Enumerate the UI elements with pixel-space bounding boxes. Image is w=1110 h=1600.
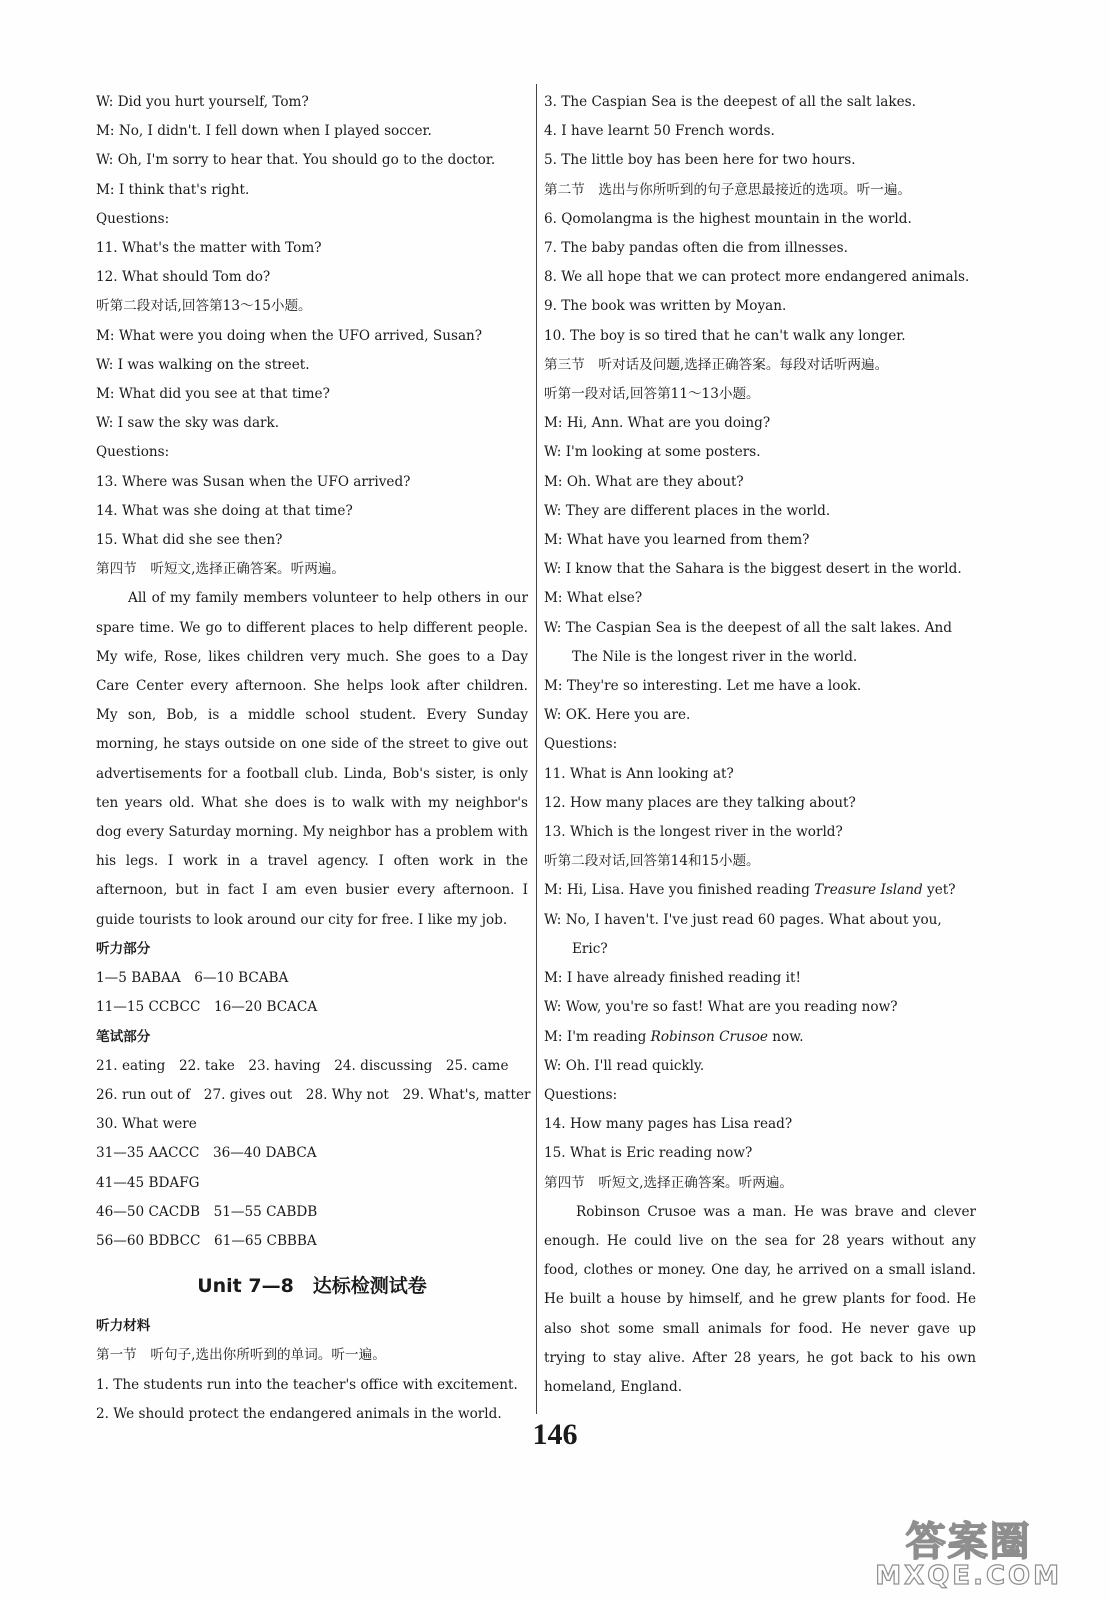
section-heading: 第四节 听短文,选择正确答案。听两遍。 [96, 561, 346, 578]
dialog-line: M: Hi, Ann. What are you doing? [544, 415, 771, 432]
dialog-heading: 听第二段对话,回答第14和15小题。 [544, 853, 760, 870]
book-title: Robinson Crusoe [650, 1028, 768, 1045]
sentence-item: 7. The baby pandas often die from illnesses. [544, 240, 848, 257]
dialog-line: M: What have you learned from them? [544, 532, 810, 549]
passage-paragraph: Robinson Crusoe was a man. He was brave and clever enough. He could live on the sea for 28 years without any food, clothes or money. One day, he arrived on a small island. He built a house by himself, and he grew plants for food. He also shot some small animals for food. He never gave up trying to stay alive. After 28 years, he got back to his own homeland, England. [544, 1203, 976, 1395]
dialog-line: W: The Caspian Sea is the deepest of all the salt lakes. And The Nile is the longest river in the world. [544, 619, 952, 665]
section-heading: 第一节 听句子,选出你所听到的单词。听一遍。 [96, 1347, 386, 1364]
dialog-line [544, 876, 976, 905]
watermark-logo: 答案圈 [905, 1519, 1032, 1565]
written-heading: 笔试部分 [96, 1028, 151, 1045]
sentence-item: 4. I have learnt 50 French words. [544, 123, 775, 140]
answer-line: 26. run out of 27. gives out 28. Why not 29. What's, matter [96, 1086, 531, 1103]
question-item: 13. Which is the longest river in the world? [544, 824, 843, 841]
dialog-heading: 听第一段对话,回答第11～13小题。 [544, 386, 760, 403]
sentence-item: 5. The little boy has been here for two hours. [544, 152, 856, 169]
answer-line: 31—35 AACCC 36—40 DABCA [96, 1145, 317, 1162]
section-heading: 第四节 听短文,选择正确答案。听两遍。 [544, 1174, 794, 1191]
dialog-line: W: Oh, I'm sorry to hear that. You should go to the doctor. [96, 152, 496, 169]
question-item: 15. What did she see then? [96, 532, 283, 549]
watermark [875, 1510, 1062, 1591]
dialog-line: M: I have already finished reading it! [544, 970, 801, 987]
page-number: 146 [532, 1418, 578, 1451]
question-item: 14. What was she doing at that time? [96, 502, 353, 519]
question-item: 11. What is Ann looking at? [544, 765, 734, 782]
dialog-line: M: What else? [544, 590, 643, 607]
sentence-item: 6. Qomolangma is the highest mountain in the world. [544, 210, 912, 227]
answer-line: 11—15 CCBCC 16—20 BCACA [96, 999, 318, 1016]
dialog-line: W: Oh. I'll read quickly. [544, 1057, 705, 1074]
left-column [96, 88, 531, 1429]
dialog-line: M: What were you doing when the UFO arrived, Susan? [96, 327, 483, 344]
sentence-item: 1. The students run into the teacher's office with excitement. [96, 1376, 518, 1393]
dialog-line: W: They are different places in the world. [544, 502, 831, 519]
question-item: 12. What should Tom do? [96, 269, 271, 286]
question-item: 14. How many pages has Lisa read? [544, 1116, 793, 1133]
dialog-line: W: Did you hurt yourself, Tom? [96, 94, 309, 110]
dialog-line: M: No, I didn't. I fell down when I played soccer. [96, 123, 432, 140]
sentence-item: 10. The boy is so tired that he can't walk any longer. [544, 327, 906, 344]
dialog-text: now. [767, 1028, 804, 1045]
question-item: 15. What is Eric reading now? [544, 1145, 753, 1162]
right-column [544, 88, 976, 1402]
listening-heading: 听力部分 [96, 940, 151, 957]
questions-label: Questions: [96, 210, 170, 227]
sentence-item: 2. We should protect the endangered animals in the world. [96, 1405, 502, 1422]
dialog-line: W: No, I haven't. I've just read 60 pages. What about you, Eric? [544, 911, 942, 957]
questions-label: Questions: [544, 1086, 618, 1103]
dialog-line: M: I think that's right. [96, 181, 250, 198]
question-item: 11. What's the matter with Tom? [96, 240, 322, 257]
answer-line: 56—60 BDBCC 61—65 CBBBA [96, 1232, 317, 1249]
section-heading: 第三节 听对话及问题,选择正确答案。每段对话听两遍。 [544, 356, 889, 373]
passage-paragraph: All of my family members volunteer to help others in our spare time. We go to different places to help different people. My wife, Rose, likes children very much. She goes to a Day Care Center every afternoon. She helps look after children. My son, Bob, is a middle school student. Every Sunday morning, he stays outside on one side of the street to give out advertisements for a football club. Linda, Bob's sister, is only ten years old. What she does is to walk with my neighbor's dog every Saturday morning. My neighbor has a problem with his legs. I work in a travel agency. I often work in the afternoon, but in fact I am even busier every afternoon. I guide tourists to look around our city for free. I like my job. [96, 590, 528, 928]
dialog-line: W: I saw the sky was dark. [96, 415, 280, 432]
dialog-line: M: They're so interesting. Let me have a look. [544, 678, 862, 695]
answer-line: 46—50 CACDB 51—55 CABDB [96, 1203, 318, 1220]
material-heading: 听力材料 [96, 1318, 151, 1335]
dialog-text: yet? [922, 882, 956, 899]
answer-line: 21. eating 22. take 23. having 24. discussing 25. came [96, 1057, 509, 1074]
question-item: 12. How many places are they talking about? [544, 794, 856, 811]
dialog-line: W: OK. Here you are. [544, 707, 691, 724]
sentence-item: 3. The Caspian Sea is the deepest of all the salt lakes. [544, 94, 916, 110]
unit-title: Unit 7—8 达标检测试卷 [197, 1275, 427, 1298]
dialog-line [544, 1023, 976, 1052]
dialog-text: M: Hi, Lisa. Have you finished reading [544, 882, 815, 899]
dialog-heading: 听第二段对话,回答第13～15小题。 [96, 298, 312, 315]
dialog-line: W: I was walking on the street. [96, 356, 310, 373]
dialog-text: M: I'm reading [544, 1028, 651, 1045]
answer-line: 41—45 BDAFG [96, 1174, 200, 1191]
dialog-line: W: Wow, you're so fast! What are you reading now? [544, 999, 898, 1016]
book-title: Treasure Island [814, 882, 923, 899]
watermark-site: MXQE.COM [875, 1561, 1062, 1591]
sentence-item: 9. The book was written by Moyan. [544, 298, 787, 315]
column-divider [536, 84, 537, 1414]
questions-label: Questions: [96, 444, 170, 461]
dialog-line: M: Oh. What are they about? [544, 473, 744, 490]
dialog-line: W: I'm looking at some posters. [544, 444, 761, 461]
answer-line: 1—5 BABAA 6—10 BCABA [96, 970, 289, 987]
dialog-line: M: What did you see at that time? [96, 386, 330, 403]
question-item: 13. Where was Susan when the UFO arrived? [96, 473, 411, 490]
answer-line: 30. What were [96, 1116, 197, 1133]
dialog-line: W: I know that the Sahara is the biggest desert in the world. [544, 561, 962, 578]
sentence-item: 8. We all hope that we can protect more endangered animals. [544, 269, 970, 286]
section-heading: 第二节 选出与你所听到的句子意思最接近的选项。听一遍。 [544, 181, 912, 198]
questions-label: Questions: [544, 736, 618, 753]
